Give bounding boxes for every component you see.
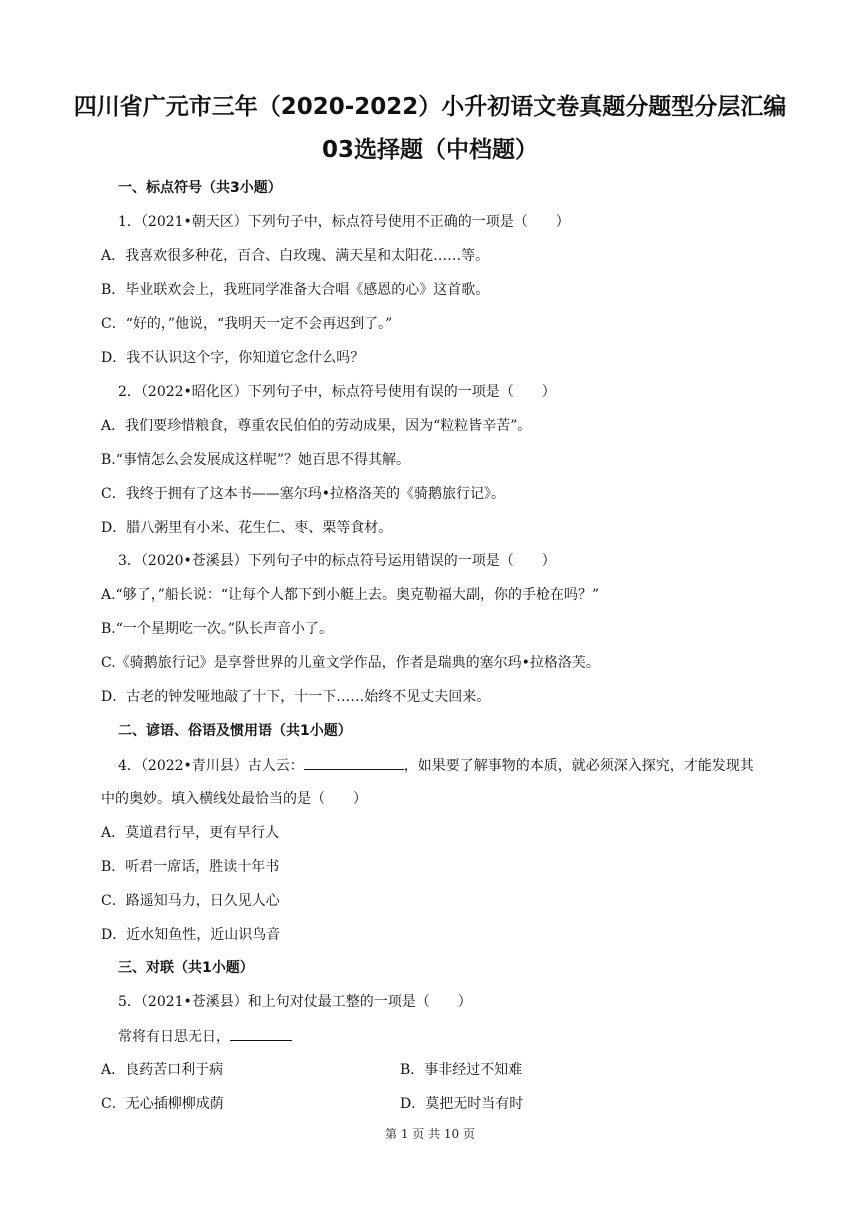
question-2-option-c: C．我终于拥有了这本书——塞尔玛•拉格洛芙的《骑鹅旅行记》。	[101, 486, 505, 502]
doc-title-line1: 四川省广元市三年（2020-2022）小升初语文卷真题分题型分层汇编	[73, 94, 787, 120]
question-1-option-a: A．我喜欢很多种花，百合、白玫瑰、满天星和太阳花……等。	[101, 248, 490, 264]
question-5-stem: 5．（2021•苍溪县）和上句对仗最工整的一项是（ ）	[118, 994, 472, 1010]
section-heading-punctuation: 一、标点符号（共3小题）	[118, 180, 282, 196]
doc-title-line2: 03选择题（中档题）	[321, 137, 538, 163]
section-heading-proverbs: 二、谚语、俗语及惯用语（共1小题）	[118, 723, 352, 739]
question-1-stem: 1．（2021•朝天区）下列句子中，标点符号使用不正确的一项是（ ）	[118, 214, 570, 230]
question-5-prompt-line	[118, 1026, 292, 1047]
question-2-option-b: B.“事情怎么会发展成这样呢”？她百思不得其解。	[101, 452, 411, 468]
question-4-stem-prefix: 4．（2022•青川县）古人云：	[118, 758, 304, 774]
page-footer: 第 1 页 共 10 页	[385, 1127, 475, 1141]
question-3-option-a: A.“够了，”船长说：“让每个人都下到小艇上去。奥克勒福大副，你的手枪在吗？”	[101, 587, 600, 603]
question-2-stem: 2．（2022•昭化区）下列句子中，标点符号使用有误的一项是（ ）	[118, 384, 556, 400]
question-2-option-a: A．我们要珍惜粮食，尊重农民伯伯的劳动成果，因为“粒粒皆辛苦”。	[101, 418, 532, 434]
question-4-stem-continuation: 中的奥妙。填入横线处最恰当的是（ ）	[101, 791, 367, 807]
question-3-option-c: C.《骑鹅旅行记》是享誉世界的儿童文学作品，作者是瑞典的塞尔玛•拉格洛芙。	[101, 655, 600, 671]
question-2-option-d: D．腊八粥里有小米、花生仁、枣、栗等食材。	[101, 520, 393, 536]
question-5-option-a: A．良药苦口利于病	[101, 1062, 224, 1078]
question-4-stem	[118, 755, 754, 776]
question-3-stem: 3．（2020•苍溪县）下列句子中的标点符号运用错误的一项是（ ）	[118, 553, 556, 569]
question-4-option-a: A．莫道君行早，更有早行人	[101, 825, 280, 841]
question-5-prompt: 常将有日思无日，	[118, 1029, 230, 1045]
question-4-option-c: C．路遥知马力，日久见人心	[101, 893, 280, 909]
question-5-option-d: D．莫把无时当有时	[400, 1096, 524, 1112]
answer-blank	[230, 1026, 292, 1041]
question-3-option-b: B.“一个星期吃一次。”队长声音小了。	[101, 621, 334, 637]
question-3-option-d: D．古老的钟发哑地敲了十下，十一下……始终不见丈夫回来。	[101, 689, 491, 705]
question-4-option-b: B．听君一席话，胜读十年书	[101, 859, 280, 875]
question-1-option-c: C．“好的，”他说，“我明天一定不会再迟到了。”	[101, 316, 393, 332]
question-4-option-d: D．近水知鱼性，近山识鸟音	[101, 927, 281, 943]
answer-blank	[304, 755, 404, 770]
question-4-stem-suffix: ，如果要了解事物的本质，就必须深入探究，才能发现其	[403, 758, 754, 774]
question-1-option-b: B．毕业联欢会上，我班同学准备大合唱《感恩的心》这首歌。	[101, 282, 490, 298]
question-1-option-d: D．我不认识这个字，你知道它念什么吗？	[101, 350, 365, 366]
section-heading-couplets: 三、对联（共1小题）	[118, 960, 254, 976]
question-5-option-b: B．事非经过不知难	[400, 1062, 523, 1078]
question-5-option-c: C．无心插柳柳成荫	[101, 1096, 224, 1112]
